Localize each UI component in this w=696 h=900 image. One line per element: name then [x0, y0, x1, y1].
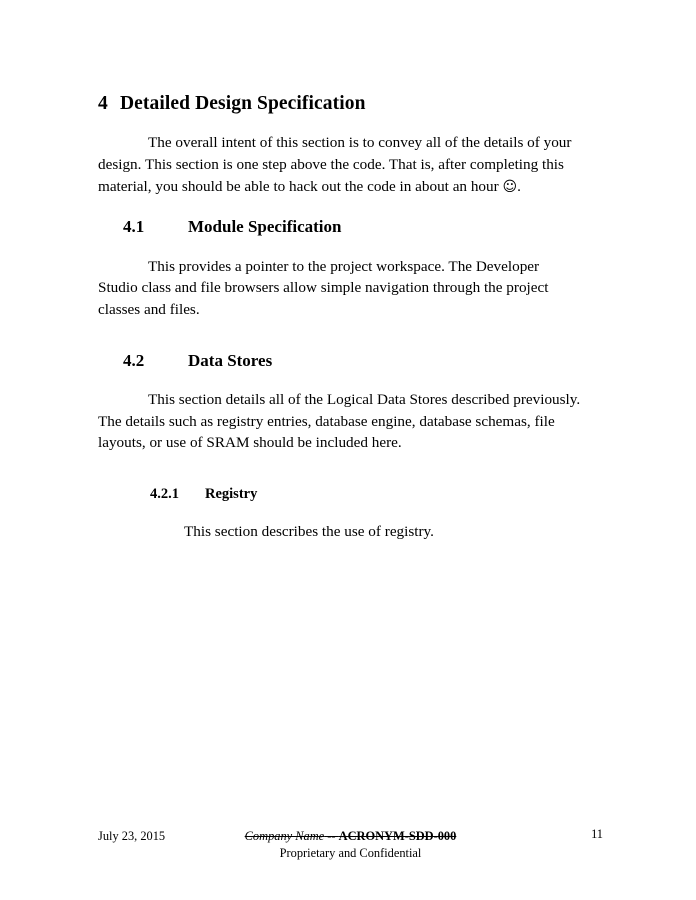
heading-number-4-2: 4.2 — [123, 351, 145, 371]
footer-document-id-struck — [245, 829, 457, 843]
paragraph-section-4-2: This section details all of the Logical Data Stores described previously. The details such as registry entries, database engine, database schemas, file layouts, or use of SRAM should be included here. — [98, 391, 581, 452]
spacer — [98, 320, 582, 350]
heading-title-4-1: Module Specification — [188, 217, 342, 237]
heading-number-4-2-1: 4.2.1 — [150, 486, 179, 503]
heading-number-4-1: 4.1 — [123, 217, 145, 237]
heading-section-4-2 — [98, 350, 582, 372]
spacer — [98, 197, 582, 216]
page-footer — [98, 827, 603, 860]
footer-date: July 23, 2015 — [98, 829, 166, 843]
document-body — [98, 92, 582, 542]
footer-main-row — [98, 828, 603, 845]
footer-company-name: Company Name — [244, 829, 325, 843]
heading-section-4-2-1 — [98, 485, 582, 504]
heading-title-4-2: Data Stores — [188, 351, 273, 371]
heading-section-4 — [98, 92, 582, 116]
heading-title-4-2-1: Registry — [205, 486, 258, 503]
footer-page-number: 11 — [591, 827, 603, 841]
paragraph-section-4 — [98, 132, 582, 197]
spacer — [98, 454, 582, 485]
paragraph-suffix-4: . — [517, 177, 521, 195]
spacer — [98, 372, 582, 389]
smiley-face-icon: ☺ — [502, 178, 518, 195]
heading-section-4-1 — [98, 216, 582, 238]
paragraph-text-4: The overall intent of this section is to convey all of the details of your design. This section is one step above the code. That is, after completing this material, you should be able to hack out the code in about an hour — [98, 134, 572, 195]
footer-separator: -- — [324, 829, 339, 843]
footer-document-id — [98, 828, 603, 845]
heading-number-4: 4 — [98, 93, 108, 114]
footer-acronym: ACRONYM-SDD-000 — [338, 829, 457, 843]
spacer — [98, 239, 582, 256]
paragraph-section-4-1: This provides a pointer to the project workspace. The Developer Studio class and file browsers allow simple navigation through the project classes and files. — [98, 257, 549, 318]
footer-confidentiality: Proprietary and Confidential — [279, 846, 422, 860]
heading-title-4: Detailed Design Specification — [120, 93, 366, 114]
paragraph-section-4-2-1: This section describes the use of registry. — [184, 522, 434, 540]
spacer — [98, 504, 582, 521]
